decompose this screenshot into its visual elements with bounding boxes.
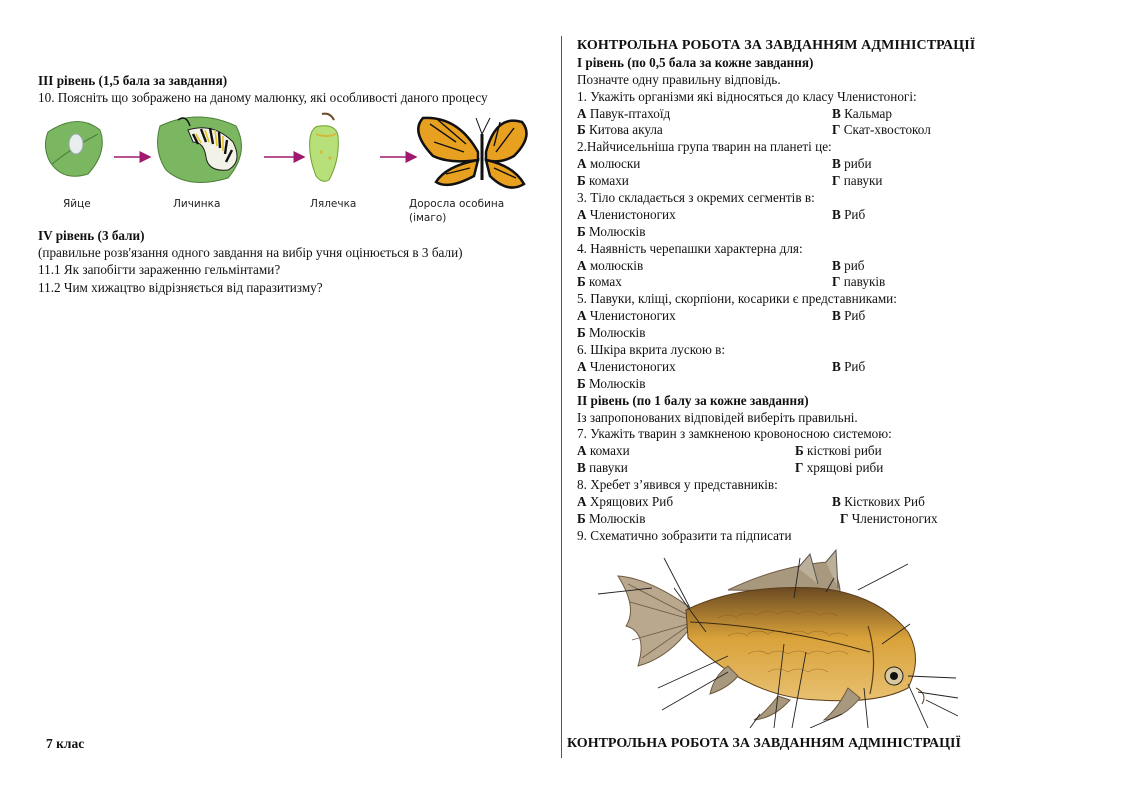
option-letter: А bbox=[577, 358, 587, 374]
option-text: риб bbox=[840, 257, 865, 273]
question-6: 6. Шкіра вкрита лускою в: bbox=[577, 342, 726, 358]
option-text: Молюсків bbox=[585, 375, 646, 391]
q7-row-2 bbox=[577, 460, 1107, 477]
grade-footer: 7 клас bbox=[46, 736, 85, 751]
stage-label-adult-sub: (імаго) bbox=[409, 212, 447, 224]
q5-row-1 bbox=[577, 308, 1107, 325]
option-text: Риб bbox=[840, 308, 866, 324]
option-text: павуків bbox=[840, 274, 886, 290]
option-text: Хрящових Риб bbox=[586, 494, 674, 510]
question-3: 3. Тіло складається з окремих сегментів в: bbox=[577, 190, 815, 206]
option-letter: Б bbox=[577, 173, 586, 189]
option-text: павуки bbox=[840, 173, 883, 189]
fish-drawing bbox=[578, 548, 978, 728]
option-text: павуки bbox=[585, 460, 628, 476]
option-letter: Г bbox=[840, 510, 849, 526]
butterfly-illustration bbox=[418, 118, 526, 188]
option-letter: Г bbox=[832, 173, 841, 189]
fish-figure bbox=[578, 548, 978, 728]
question-10: 10. Поясніть що зображено на даному малюнку, які особливості даного процесу bbox=[38, 90, 488, 106]
option-letter: В bbox=[832, 206, 841, 222]
left-page-content bbox=[38, 72, 548, 106]
q3-row-2 bbox=[577, 224, 1107, 241]
option-letter: В bbox=[577, 460, 586, 476]
question-11-2: 11.2 Чим хижацтво відрізняється від паразитизму? bbox=[38, 279, 323, 295]
question-1: 1. Укажіть організми які відносяться до класу Членистоногі: bbox=[577, 88, 917, 104]
option-letter: В bbox=[832, 358, 841, 374]
option-letter: Б bbox=[577, 274, 586, 290]
option-text: Членистоногих bbox=[848, 510, 938, 526]
q7-row-1 bbox=[577, 443, 1107, 460]
option-text: Кісткових Риб bbox=[840, 494, 925, 510]
question-11-1: 11.1 Як запобігти зараженню гельмінтами? bbox=[38, 262, 281, 278]
q6-row-1 bbox=[577, 359, 1107, 376]
q3-row-1 bbox=[577, 207, 1107, 224]
q2-row-1 bbox=[577, 156, 1107, 173]
option-text: молюски bbox=[586, 156, 641, 172]
test-title: КОНТРОЛЬНА РОБОТА ЗА ЗАВДАННЯМ АДМІНІСТРАЦІЇ bbox=[577, 38, 976, 53]
option-text: комахи bbox=[586, 443, 630, 459]
option-letter: Г bbox=[832, 122, 841, 138]
stage-label-larva: Личинка bbox=[173, 198, 221, 210]
left-page-level4 bbox=[38, 227, 548, 296]
question-8: 8. Хребет з’явився у представників: bbox=[577, 477, 778, 493]
option-text: Членистоногих bbox=[586, 206, 676, 222]
option-text: хрящові риби bbox=[803, 460, 884, 476]
level1-title: І рівень (по 0,5 бала за кожне завдання) bbox=[577, 54, 814, 70]
option-text: Павук-птахоїд bbox=[586, 105, 671, 121]
option-text: Молюсків bbox=[585, 510, 646, 526]
pupa-illustration bbox=[310, 114, 339, 182]
level1-instructions: Позначте одну правильну відповідь. bbox=[577, 71, 781, 87]
question-2: 2.Найчисельніша група тварин на планеті це: bbox=[577, 139, 832, 155]
level3-title: III рівень (1,5 бала за завдання) bbox=[38, 73, 228, 88]
q2-row-2 bbox=[577, 173, 1107, 190]
egg-illustration bbox=[45, 121, 102, 176]
level2-title: ІІ рівень (по 1 балу за кожне завдання) bbox=[577, 392, 809, 408]
q6-row-2 bbox=[577, 376, 1107, 393]
option-letter: В bbox=[832, 494, 841, 510]
page-divider bbox=[561, 36, 562, 758]
option-letter: Б bbox=[577, 223, 586, 239]
option-letter: Г bbox=[795, 460, 804, 476]
level2-instructions: Із запропонованих відповідей виберіть правильні. bbox=[577, 409, 858, 425]
q4-row-1 bbox=[577, 258, 1107, 275]
option-text: кісткові риби bbox=[803, 443, 882, 459]
q1-row-1 bbox=[577, 106, 1107, 123]
option-letter: А bbox=[577, 257, 587, 273]
option-text: комах bbox=[585, 274, 622, 290]
option-letter: Б bbox=[577, 510, 586, 526]
option-text: Молюсків bbox=[585, 223, 646, 239]
option-letter: А bbox=[577, 494, 587, 510]
option-letter: А bbox=[577, 308, 587, 324]
option-letter: Б bbox=[795, 443, 804, 459]
right-page-content bbox=[577, 38, 1107, 545]
option-text: Кальмар bbox=[840, 105, 892, 121]
larva-illustration bbox=[158, 117, 242, 183]
option-text: Риб bbox=[840, 358, 866, 374]
stage-label-pupa: Лялечка bbox=[310, 198, 357, 210]
option-letter: Б bbox=[577, 325, 586, 341]
q4-row-2 bbox=[577, 274, 1107, 291]
q8-row-1 bbox=[577, 494, 1107, 511]
stage-label-adult: Доросла особина bbox=[409, 198, 505, 210]
question-4: 4. Наявність черепашки характерна для: bbox=[577, 240, 803, 256]
option-text: Молюсків bbox=[585, 325, 646, 341]
test-title-footer: КОНТРОЛЬНА РОБОТА ЗА ЗАВДАННЯМ АДМІНІСТРАЦІЇ bbox=[567, 736, 961, 751]
q5-row-2 bbox=[577, 325, 1107, 342]
option-text: молюсків bbox=[586, 257, 644, 273]
question-7: 7. Укажіть тварин з замкненою кровоносною системою: bbox=[577, 426, 892, 442]
level4-title: IV рівень (3 бали) bbox=[38, 228, 145, 243]
option-letter: А bbox=[577, 443, 587, 459]
stage-label-egg: Яйце bbox=[63, 198, 91, 210]
option-letter: А bbox=[577, 105, 587, 121]
metamorphosis-drawing bbox=[38, 112, 558, 230]
metamorphosis-figure bbox=[38, 112, 558, 230]
option-letter: А bbox=[577, 206, 587, 222]
q8-row-2 bbox=[577, 511, 1107, 528]
option-letter: В bbox=[832, 156, 841, 172]
option-text: риби bbox=[840, 156, 872, 172]
option-text: Членистоногих bbox=[586, 308, 676, 324]
option-letter: В bbox=[832, 308, 841, 324]
option-letter: В bbox=[832, 105, 841, 121]
option-letter: А bbox=[577, 156, 587, 172]
option-text: Членистоногих bbox=[586, 358, 676, 374]
option-text: Китова акула bbox=[585, 122, 663, 138]
q1-row-2 bbox=[577, 122, 1107, 139]
level4-note: (правильне розв'язання одного завдання на вибір учня оцінюється в 3 бали) bbox=[38, 245, 463, 261]
option-letter: Б bbox=[577, 122, 586, 138]
option-letter: Б bbox=[577, 375, 586, 391]
question-9: 9. Схематично зобразити та підписати bbox=[577, 527, 792, 543]
option-text: комахи bbox=[585, 173, 629, 189]
option-text: Риб bbox=[840, 206, 866, 222]
option-letter: В bbox=[832, 257, 841, 273]
option-letter: Г bbox=[832, 274, 841, 290]
question-5: 5. Павуки, кліщі, скорпіони, косарики є представниками: bbox=[577, 291, 897, 307]
option-text: Скат-хвостокол bbox=[840, 122, 931, 138]
